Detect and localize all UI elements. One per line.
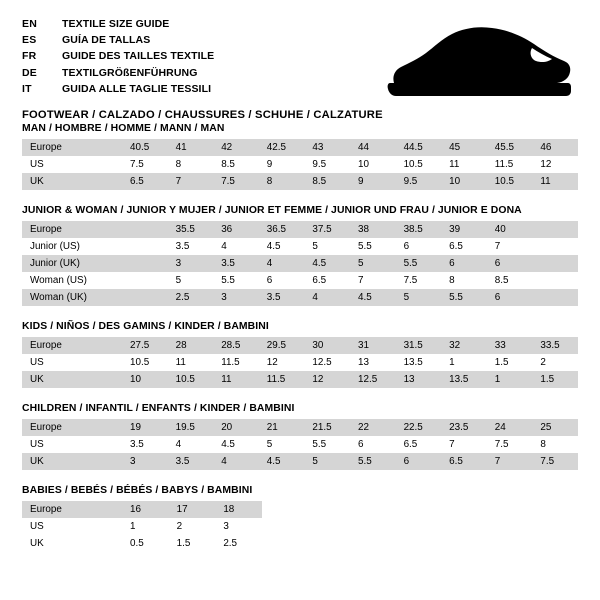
cell: 5.5 [213,272,259,289]
cell: 6 [396,238,442,255]
cell: 11 [213,371,259,388]
table-row [22,419,578,436]
cell: 10.5 [168,371,214,388]
cell: 6 [441,255,487,272]
size-table-children [22,419,578,470]
cell: 41 [168,139,214,156]
cell: 17 [169,501,216,518]
language-title: GUIDA ALLE TAGLIE TESSILI [62,82,212,95]
language-row [22,48,214,64]
table-row [22,289,578,306]
section-title: MAN / HOMBRE / HOMME / MANN / MAN [22,123,225,134]
table-row [22,371,578,388]
row-label: Europe [22,419,122,436]
language-row [22,81,214,97]
section-title: CHILDREN / INFANTIL / ENFANTS / KINDER / BAMBINI [22,403,295,414]
cell: 3 [213,289,259,306]
size-table-babies [22,501,262,552]
cell: 5 [350,255,396,272]
cell: 16 [122,501,169,518]
row-label: Europe [22,337,122,354]
cell: 1 [487,371,533,388]
table-row [22,221,578,238]
cell: 10 [350,156,396,173]
language-title-list [22,16,214,97]
cell: 18 [215,501,262,518]
table-row [22,354,578,371]
cell: 11.5 [487,156,533,173]
cell: 42 [213,139,259,156]
cell: 5.5 [304,436,350,453]
footwear-heading: FOOTWEAR / CALZADO / CHAUSSURES / SCHUHE / CALZATURE [22,109,383,122]
cell: 6.5 [441,453,487,470]
language-code: DE [22,66,37,79]
cell: 9 [350,173,396,190]
cell: 44.5 [396,139,442,156]
cell: 13 [396,371,442,388]
cell: 4 [168,436,214,453]
cell: 24 [487,419,533,436]
cell [122,238,168,255]
cell: 35.5 [168,221,214,238]
size-table-kids [22,337,578,388]
cell: 8 [168,156,214,173]
cell: 8 [441,272,487,289]
cell: 43 [304,139,350,156]
cell: 4.5 [350,289,396,306]
cell: 36 [213,221,259,238]
row-label: UK [22,453,122,470]
cell: 4.5 [259,453,305,470]
cell: 7 [168,173,214,190]
cell: 7 [487,453,533,470]
table-row [22,501,262,518]
row-label: US [22,156,122,173]
cell: 10 [122,371,168,388]
cell: 6 [487,289,533,306]
section-babies [22,485,578,552]
cell: 9.5 [304,156,350,173]
section-title: BABIES / BEBÉS / BÉBÉS / BABYS / BAMBINI [22,485,253,496]
table-row [22,535,262,552]
cell: 10.5 [396,156,442,173]
cell [532,289,578,306]
language-code: ES [22,34,37,47]
cell: 22 [350,419,396,436]
cell: 7.5 [532,453,578,470]
cell: 3.5 [168,453,214,470]
cell: 5.5 [441,289,487,306]
cell: 4 [213,453,259,470]
row-label: Europe [22,139,122,156]
table-row [22,238,578,255]
cell: 3 [122,453,168,470]
row-label: Junior (US) [22,238,122,255]
cell: 6.5 [304,272,350,289]
cell: 7 [441,436,487,453]
table-row [22,518,262,535]
cell: 20 [213,419,259,436]
cell: 42.5 [259,139,305,156]
cell: 1.5 [532,371,578,388]
cell: 11.5 [259,371,305,388]
cell: 31 [350,337,396,354]
cell: 5.5 [350,453,396,470]
cell: 45 [441,139,487,156]
cell: 2 [169,518,216,535]
cell: 13 [350,354,396,371]
cell: 45.5 [487,139,533,156]
cell: 11 [168,354,214,371]
cell: 4 [259,255,305,272]
cell: 11.5 [213,354,259,371]
section-junior-woman [22,205,578,306]
table-row [22,272,578,289]
cell: 8.5 [213,156,259,173]
cell: 3 [215,518,262,535]
cell: 4.5 [259,238,305,255]
language-row [22,65,214,81]
cell: 5.5 [350,238,396,255]
cell: 5 [304,453,350,470]
cell: 4.5 [213,436,259,453]
table-row [22,453,578,470]
cell: 9 [259,156,305,173]
cell: 36.5 [259,221,305,238]
cell: 28.5 [213,337,259,354]
language-title: TEXTILGRÖßENFÜHRUNG [62,66,198,79]
cell: 6.5 [122,173,168,190]
cell: 31.5 [396,337,442,354]
cell: 38 [350,221,396,238]
row-label: UK [22,535,122,552]
cell: 8.5 [304,173,350,190]
cell: 6.5 [396,436,442,453]
cell: 32 [441,337,487,354]
cell [532,221,578,238]
cell: 1.5 [487,354,533,371]
cell: 1.5 [169,535,216,552]
cell: 2 [532,354,578,371]
row-label: Europe [22,501,122,518]
cell: 12 [304,371,350,388]
cell: 12.5 [350,371,396,388]
row-label: US [22,518,122,535]
cell: 10.5 [487,173,533,190]
cell: 4.5 [304,255,350,272]
cell: 19.5 [168,419,214,436]
cell: 44 [350,139,396,156]
cell: 3.5 [259,289,305,306]
cell: 3 [168,255,214,272]
cell: 3.5 [122,436,168,453]
language-row [22,32,214,48]
cell: 3.5 [213,255,259,272]
cell: 13.5 [441,371,487,388]
cell [122,289,168,306]
cell: 40 [487,221,533,238]
row-label: UK [22,371,122,388]
cell: 7.5 [487,436,533,453]
table-row [22,337,578,354]
cell [532,238,578,255]
cell: 38.5 [396,221,442,238]
cell [122,272,168,289]
cell [532,272,578,289]
cell: 33.5 [532,337,578,354]
cell: 5 [259,436,305,453]
cell: 6.5 [441,238,487,255]
cell: 23.5 [441,419,487,436]
section-title: JUNIOR & WOMAN / JUNIOR Y MUJER / JUNIOR ET FEMME / JUNIOR UND FRAU / JUNIOR E DONA [22,205,522,216]
row-label: Junior (UK) [22,255,122,272]
dress-shoe-icon [382,26,572,100]
section-man [22,123,578,190]
cell: 5 [304,238,350,255]
cell: 2.5 [215,535,262,552]
cell: 40.5 [122,139,168,156]
cell: 12 [532,156,578,173]
cell: 30 [304,337,350,354]
cell: 29.5 [259,337,305,354]
cell: 19 [122,419,168,436]
table-row [22,156,578,173]
language-code: IT [22,82,32,95]
cell: 8 [259,173,305,190]
cell: 12 [259,354,305,371]
cell: 1 [122,518,169,535]
cell: 10 [441,173,487,190]
cell: 6 [396,453,442,470]
language-title: GUIDE DES TAILLES TEXTILE [62,50,215,63]
table-row [22,173,578,190]
table-row [22,255,578,272]
row-label: Woman (US) [22,272,122,289]
cell: 9.5 [396,173,442,190]
cell: 7.5 [213,173,259,190]
cell: 7 [487,238,533,255]
table-row [22,436,578,453]
cell: 8 [532,436,578,453]
language-code: EN [22,18,37,30]
cell: 46 [532,139,578,156]
cell: 7.5 [396,272,442,289]
row-label: US [22,354,122,371]
cell: 6 [487,255,533,272]
size-table-junior-woman [22,221,578,306]
cell [122,221,168,238]
language-row [22,16,214,32]
cell: 28 [168,337,214,354]
language-title: TEXTILE SIZE GUIDE [62,18,170,30]
cell: 13.5 [396,354,442,371]
cell: 0.5 [122,535,169,552]
cell: 37.5 [304,221,350,238]
cell: 33 [487,337,533,354]
table-row [22,139,578,156]
section-kids [22,321,578,388]
cell: 3.5 [168,238,214,255]
cell: 5.5 [396,255,442,272]
cell: 5 [396,289,442,306]
size-table-man [22,139,578,190]
cell [122,255,168,272]
section-title: KIDS / NIÑOS / DES GAMINS / KINDER / BAMBINI [22,321,269,332]
cell: 22.5 [396,419,442,436]
cell: 27.5 [122,337,168,354]
cell: 11 [532,173,578,190]
row-label: Woman (UK) [22,289,122,306]
cell: 21 [259,419,305,436]
row-label: Europe [22,221,122,238]
cell: 25 [532,419,578,436]
cell: 12.5 [304,354,350,371]
document-header [22,16,578,122]
cell: 10.5 [122,354,168,371]
section-children [22,403,578,470]
cell: 11 [441,156,487,173]
cell: 6 [259,272,305,289]
cell: 6 [350,436,396,453]
cell: 4 [213,238,259,255]
cell [532,255,578,272]
row-label: UK [22,173,122,190]
cell: 39 [441,221,487,238]
cell: 21.5 [304,419,350,436]
cell: 7 [350,272,396,289]
cell: 1 [441,354,487,371]
cell: 2.5 [168,289,214,306]
language-title: GUÍA DE TALLAS [62,34,151,47]
row-label: US [22,436,122,453]
cell: 5 [168,272,214,289]
language-code: FR [22,50,37,63]
cell: 4 [304,289,350,306]
cell: 8.5 [487,272,533,289]
cell: 7.5 [122,156,168,173]
